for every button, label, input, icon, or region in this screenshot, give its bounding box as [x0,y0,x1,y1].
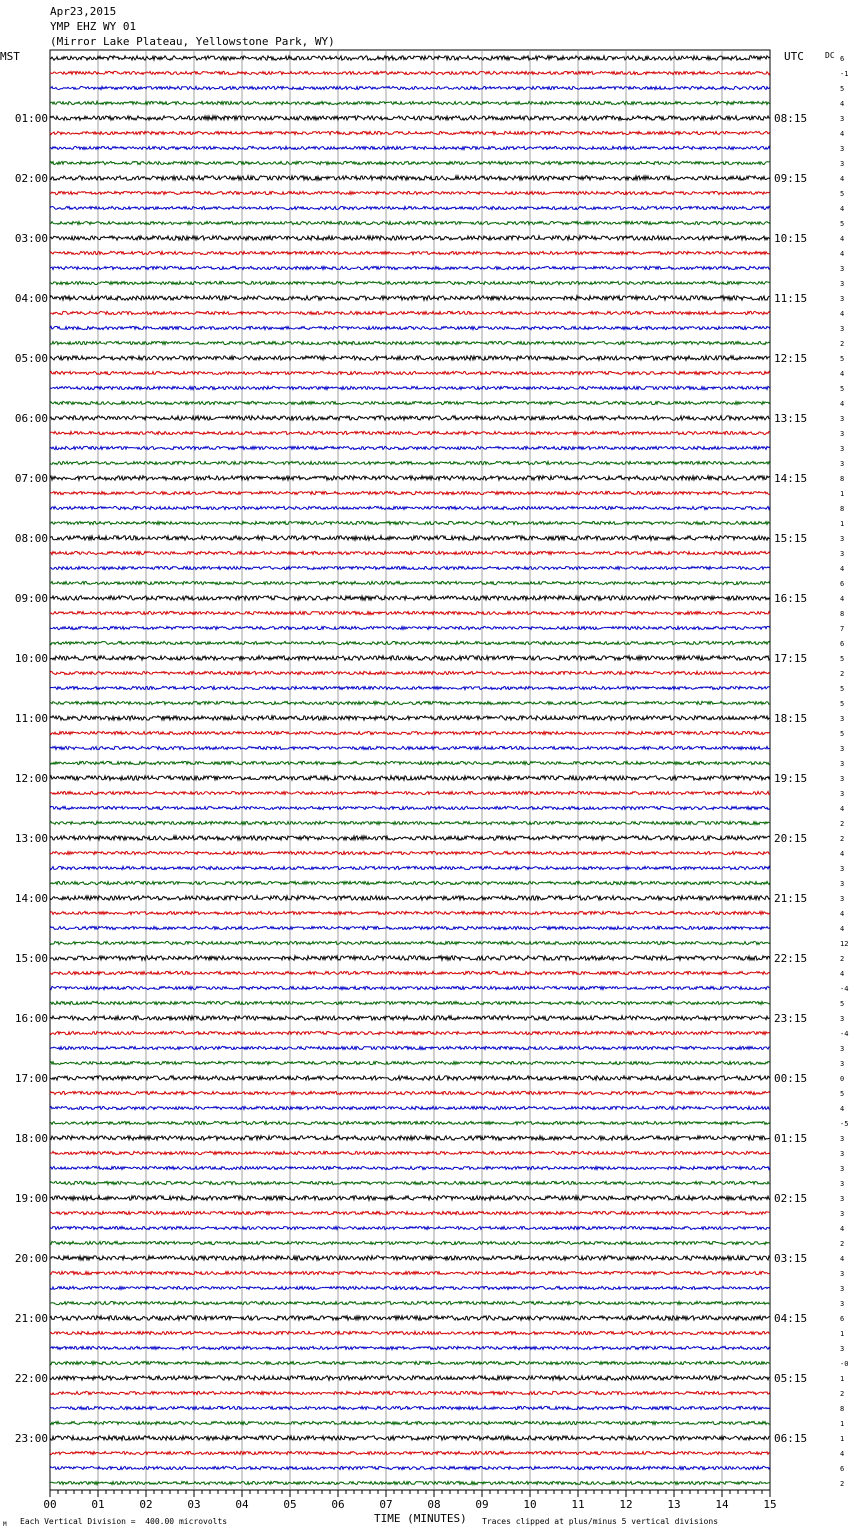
seismic-trace [50,311,770,314]
seismic-trace [50,1091,770,1094]
dc-value-label: 4 [840,1255,845,1263]
seismic-trace [50,1151,770,1154]
dc-value-label: 5 [840,685,845,693]
hour-label-left: 13:00 [14,832,48,845]
seismic-trace [50,716,770,720]
seismic-trace [50,1316,770,1320]
seismic-trace [50,1466,770,1469]
dc-value-label: 8 [840,475,845,483]
dc-value-label: 3 [840,415,845,423]
hour-label-right: 20:15 [774,832,808,845]
seismic-trace [50,1451,770,1454]
hour-label-right: 09:15 [774,172,808,185]
dc-value-label: 4 [840,565,845,573]
dc-value-label: 3 [840,775,845,783]
seismic-trace [50,791,770,794]
dc-value-label: 4 [840,910,845,918]
dc-value-label: 3 [840,295,845,303]
dc-value-label: 3 [840,280,845,288]
hour-label-right: 12:15 [774,352,808,365]
clip-note: Traces clipped at plus/minus 5 vertical divisions [482,1517,719,1526]
hour-label-right: 13:15 [774,412,808,425]
dc-value-label: 4 [840,1225,845,1233]
seismic-trace [50,281,770,284]
seismic-trace [50,431,770,434]
hour-label-right: 03:15 [774,1252,808,1265]
seismic-trace [50,1256,770,1260]
hour-label-left: 15:00 [14,952,48,965]
seismic-trace [50,761,770,764]
seismic-trace [50,146,770,149]
dc-value-label: 3 [840,550,845,558]
hour-label-right: 19:15 [774,772,808,785]
hour-label-left: 09:00 [14,592,48,605]
dc-value-label: 2 [840,1390,845,1398]
x-tick-label: 08 [427,1498,441,1511]
dc-value-label: 3 [840,325,845,333]
seismic-trace [50,821,770,824]
x-tick-label: 00 [43,1498,57,1511]
x-axis-title: TIME (MINUTES) [374,1512,467,1525]
seismic-trace [50,206,770,209]
hour-label-left: 02:00 [14,172,48,185]
seismic-trace [50,56,770,60]
right-timezone-label: UTC [784,50,804,63]
dc-value-label: 3 [840,745,845,753]
dc-value-label: 2 [840,820,845,828]
seismic-trace [50,926,770,929]
seismic-trace [50,1196,770,1200]
dc-value-label: 2 [840,955,845,963]
seismic-trace [50,71,770,74]
dc-value-label: 4 [840,235,845,243]
hour-label-right: 02:15 [774,1192,808,1205]
dc-value-label: 3 [840,715,845,723]
hour-label-right: 08:15 [774,112,808,125]
dc-value-label: 4 [840,1450,845,1458]
dc-value-label: 1 [840,490,845,498]
hour-label-right: 14:15 [774,472,808,485]
dc-value-label: 1 [840,520,845,528]
hour-label-left: 08:00 [14,532,48,545]
seismic-trace [50,1136,770,1140]
dc-value-label: 3 [840,1195,845,1203]
seismic-trace [50,296,770,300]
hour-label-right: 23:15 [774,1012,808,1025]
dc-value-label: 3 [840,1015,845,1023]
dc-value-label: 3 [840,535,845,543]
dc-value-label: 1 [840,1375,845,1383]
dc-value-label: 3 [840,1300,845,1308]
hour-label-left: 05:00 [14,352,48,365]
dc-header-label: DC [825,51,835,60]
hour-label-left: 01:00 [14,112,48,125]
dc-value-label: 4 [840,970,845,978]
dc-value-label: 3 [840,865,845,873]
x-tick-label: 15 [763,1498,777,1511]
dc-value-label: 3 [840,1345,845,1353]
seismic-trace [50,446,770,449]
dc-value-label: 6 [840,1465,845,1473]
hour-label-right: 21:15 [774,892,808,905]
dc-value-label: 5 [840,190,845,198]
seismic-trace [50,566,770,569]
dc-value-label: 2 [840,835,845,843]
seismic-trace [50,986,770,989]
hour-label-left: 12:00 [14,772,48,785]
hour-label-left: 18:00 [14,1132,48,1145]
dc-value-label: 5 [840,730,845,738]
seismic-trace [50,1346,770,1349]
seismic-trace [50,806,770,809]
seismic-trace [50,701,770,704]
seismic-trace [50,1001,770,1004]
dc-value-label: 3 [840,895,845,903]
hour-label-left: 06:00 [14,412,48,425]
dc-value-label: 4 [840,805,845,813]
seismic-trace [50,896,770,900]
seismic-trace [50,491,770,494]
seismic-trace [50,176,770,180]
hour-label-left: 03:00 [14,232,48,245]
dc-value-label: 4 [840,175,845,183]
x-tick-label: 04 [235,1498,249,1511]
dc-value-label: 4 [840,250,845,258]
seismic-trace [50,1241,770,1244]
seismic-trace [50,131,770,134]
dc-value-label: 1 [840,1330,845,1338]
hour-label-right: 11:15 [774,292,808,305]
seismic-trace [50,386,770,389]
seismic-trace [50,536,770,540]
seismic-trace [50,866,770,869]
dc-value-label: 4 [840,100,845,108]
seismic-trace [50,1211,770,1214]
hour-label-right: 17:15 [774,652,808,665]
hour-label-left: 07:00 [14,472,48,485]
seismic-trace [50,236,770,240]
seismic-trace [50,116,770,120]
hour-label-left: 11:00 [14,712,48,725]
x-tick-label: 13 [667,1498,681,1511]
dc-value-label: 4 [840,850,845,858]
seismic-trace [50,1286,770,1289]
seismic-trace [50,551,770,554]
seismic-trace [50,641,770,644]
hour-label-left: 21:00 [14,1312,48,1325]
seismic-trace [50,1106,770,1109]
hour-label-left: 17:00 [14,1072,48,1085]
seismic-trace [50,1481,770,1484]
dc-value-label: 8 [840,610,845,618]
hour-label-right: 22:15 [774,952,808,965]
dc-value-label: 2 [840,1240,845,1248]
dc-value-label: 4 [840,925,845,933]
hour-label-left: 16:00 [14,1012,48,1025]
seismic-trace [50,911,770,914]
x-tick-label: 05 [283,1498,297,1511]
dc-value-label: 3 [840,1150,845,1158]
dc-value-label: 0 [840,1075,845,1083]
seismic-trace [50,671,770,674]
seismic-trace [50,266,770,269]
dc-value-label: 4 [840,130,845,138]
dc-value-label: 4 [840,595,845,603]
hour-label-right: 01:15 [774,1132,808,1145]
dc-value-label: 3 [840,1270,845,1278]
seismic-trace [50,371,770,374]
dc-value-label: 3 [840,1045,845,1053]
x-tick-label: 14 [715,1498,729,1511]
seismic-trace [50,326,770,329]
hour-label-right: 00:15 [774,1072,808,1085]
dc-value-label: 5 [840,85,845,93]
dc-value-label: 6 [840,55,845,63]
seismic-trace [50,86,770,89]
seismic-trace [50,191,770,194]
hour-label-right: 16:15 [774,592,808,605]
hour-label-left: 22:00 [14,1372,48,1385]
hour-label-right: 15:15 [774,532,808,545]
dc-value-label: 3 [840,460,845,468]
x-tick-label: 02 [139,1498,153,1511]
x-tick-label: 06 [331,1498,345,1511]
hour-label-left: 10:00 [14,652,48,665]
dc-value-label: 3 [840,265,845,273]
dc-value-label: 3 [840,115,845,123]
seismic-trace [50,341,770,344]
seismic-trace [50,971,770,974]
dc-value-label: 7 [840,625,845,633]
seismic-trace [50,686,770,689]
seismic-trace [50,356,770,360]
seismic-trace [50,521,770,524]
seismic-trace [50,221,770,224]
seismic-trace [50,461,770,464]
dc-value-label: 5 [840,655,845,663]
seismic-trace [50,1166,770,1169]
dc-value-label: 6 [840,1315,845,1323]
hour-label-left: 23:00 [14,1432,48,1445]
dc-value-label: 1 [840,1420,845,1428]
seismic-trace [50,476,770,480]
dc-value-label: 4 [840,205,845,213]
seismic-trace [50,656,770,660]
dc-value-label: 8 [840,1405,845,1413]
dc-value-label: 2 [840,670,845,678]
seismic-trace [50,626,770,629]
seismic-trace [50,836,770,840]
dc-value-label: 3 [840,790,845,798]
seismic-trace [50,1121,770,1124]
seismic-trace [50,596,770,600]
dc-value-label: 3 [840,445,845,453]
seismic-trace [50,746,770,749]
dc-value-label: 8 [840,505,845,513]
dc-value-label: 4 [840,310,845,318]
seismic-trace [50,1046,770,1049]
x-tick-label: 11 [571,1498,585,1511]
dc-value-label: 6 [840,640,845,648]
seismic-trace [50,1271,770,1274]
dc-value-label: 4 [840,370,845,378]
dc-value-label: 6 [840,580,845,588]
dc-value-label: -4 [840,985,849,993]
dc-value-label: 4 [840,400,845,408]
seismic-trace [50,1016,770,1020]
dc-value-label: 3 [840,880,845,888]
hour-label-left: 19:00 [14,1192,48,1205]
dc-value-label: -0 [840,1360,849,1368]
seismic-trace [50,1076,770,1080]
x-tick-label: 12 [619,1498,633,1511]
x-tick-label: 03 [187,1498,201,1511]
seismic-trace [50,581,770,584]
dc-value-label: 5 [840,355,845,363]
dc-value-label: 3 [840,1135,845,1143]
seismic-trace [50,161,770,164]
seismic-trace [50,941,770,944]
seismic-trace [50,881,770,884]
seismic-trace [50,1421,770,1424]
seismic-trace [50,1061,770,1064]
dc-value-label: -5 [840,1120,849,1128]
seismic-trace [50,1391,770,1394]
dc-value-label: 5 [840,220,845,228]
seismic-trace [50,1331,770,1334]
dc-value-label: 3 [840,160,845,168]
seismic-trace [50,1301,770,1304]
seismic-trace [50,416,770,420]
seismic-trace [50,1376,770,1380]
dc-value-label: -4 [840,1030,849,1038]
dc-value-label: 3 [840,430,845,438]
station-location: (Mirror Lake Plateau, Yellowstone Park, WY) [50,35,335,48]
hour-label-left: 14:00 [14,892,48,905]
plot-date: Apr23,2015 [50,5,117,18]
dc-value-label: 3 [840,1210,845,1218]
hour-label-right: 10:15 [774,232,808,245]
dc-value-label: 5 [840,700,845,708]
seismic-trace [50,506,770,509]
seismic-trace [50,1031,770,1034]
dc-value-label: 2 [840,340,845,348]
seismic-trace [50,851,770,854]
station-code: YMP EHZ WY 01 [50,20,137,33]
dc-value-label: 3 [840,760,845,768]
dc-value-label: 3 [840,1285,845,1293]
x-tick-label: 09 [475,1498,489,1511]
dc-value-label: 5 [840,385,845,393]
seismic-trace [50,956,770,960]
dc-value-label: 4 [840,1105,845,1113]
seismic-trace [50,251,770,254]
dc-value-label: 5 [840,1000,845,1008]
x-tick-label: 07 [379,1498,393,1511]
x-tick-label: 10 [523,1498,537,1511]
seismic-trace [50,401,770,404]
seismic-trace [50,1406,770,1409]
dc-value-label: 3 [840,1180,845,1188]
seismic-trace [50,1181,770,1184]
hour-label-right: 06:15 [774,1432,808,1445]
hour-label-right: 05:15 [774,1372,808,1385]
seismic-trace [50,1226,770,1229]
dc-value-label: 2 [840,1480,845,1488]
seismic-trace [50,731,770,734]
dc-value-label: 3 [840,145,845,153]
dc-value-label: 3 [840,1060,845,1068]
hour-label-left: 20:00 [14,1252,48,1265]
seismic-trace [50,1361,770,1364]
dc-value-label: 5 [840,1090,845,1098]
hour-label-left: 04:00 [14,292,48,305]
seismic-trace [50,1436,770,1440]
corner-mark: M [3,1521,7,1528]
dc-value-label: -1 [840,70,849,78]
dc-value-label: 3 [840,1165,845,1173]
x-tick-label: 01 [91,1498,105,1511]
seismic-trace [50,776,770,780]
seismic-trace [50,611,770,614]
dc-value-label: 12 [840,940,849,948]
dc-value-label: 1 [840,1435,845,1443]
hour-label-right: 18:15 [774,712,808,725]
seismic-trace [50,101,770,104]
left-timezone-label: MST [0,50,20,63]
vertical-scale-note: Each Vertical Division = 400.00 microvolts [20,1517,228,1526]
hour-label-right: 04:15 [774,1312,808,1325]
